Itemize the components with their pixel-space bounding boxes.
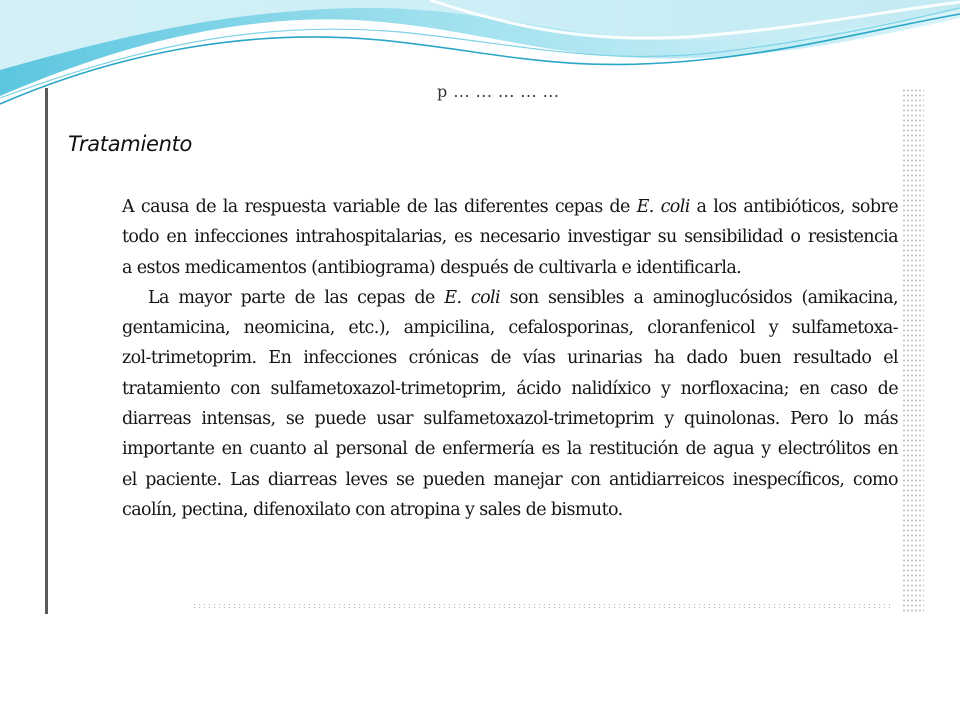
species-name: E. coli [444,287,501,308]
text-line: todo en infecciones intrahospitalarias, es necesario investigar su sensibilidad o resistencia [122,227,898,248]
text-line: a estos medicamentos (antibiograma) después de cultivarla e identificarla. [122,257,742,278]
text-line: caolín, pectina, difenoxilato con atropina y sales de bismuto. [122,499,623,520]
species-name: E. coli [636,197,690,217]
text-line: gentamicina, neomicina, etc.), ampicilina, cefalosporinas, cloranfenicol y sulfametoxa- [122,318,898,339]
text-line: tratamiento con sulfametoxazol-trimetoprim, ácido nalidíxico y norfloxacina; en caso de [122,378,898,399]
text-line: A causa de la respuesta variable de las diferentes cepas de E. coli a los antibióticos, sobre [122,197,898,217]
body-text [122,192,898,525]
scanned-page [42,82,924,614]
cut-off-top-line: p ... ... ... ... ... [437,82,560,101]
section-heading: Tratamiento [68,132,193,156]
scan-edge-speckle [902,88,924,614]
text-line: el paciente. Las diarreas leves se pueden manejar con antidiarreicos inespecíficos, como [122,469,898,490]
text-line: zol-trimetoprim. En infecciones crónicas de vías urinarias ha dado buen resultado el [122,348,898,369]
page-left-rule [45,88,48,614]
text-line: importante en cuanto al personal de enfermería es la restitución de agua y electrólitos en [122,439,898,460]
text-line: La mayor parte de las cepas de E. coli son sensibles a aminoglucósidos (amikacina, [148,287,899,308]
scan-bottom-noise [192,603,892,609]
text-line: diarreas intensas, se puede usar sulfametoxazol-trimetoprim y quinolonas. Pero lo más [122,409,898,430]
